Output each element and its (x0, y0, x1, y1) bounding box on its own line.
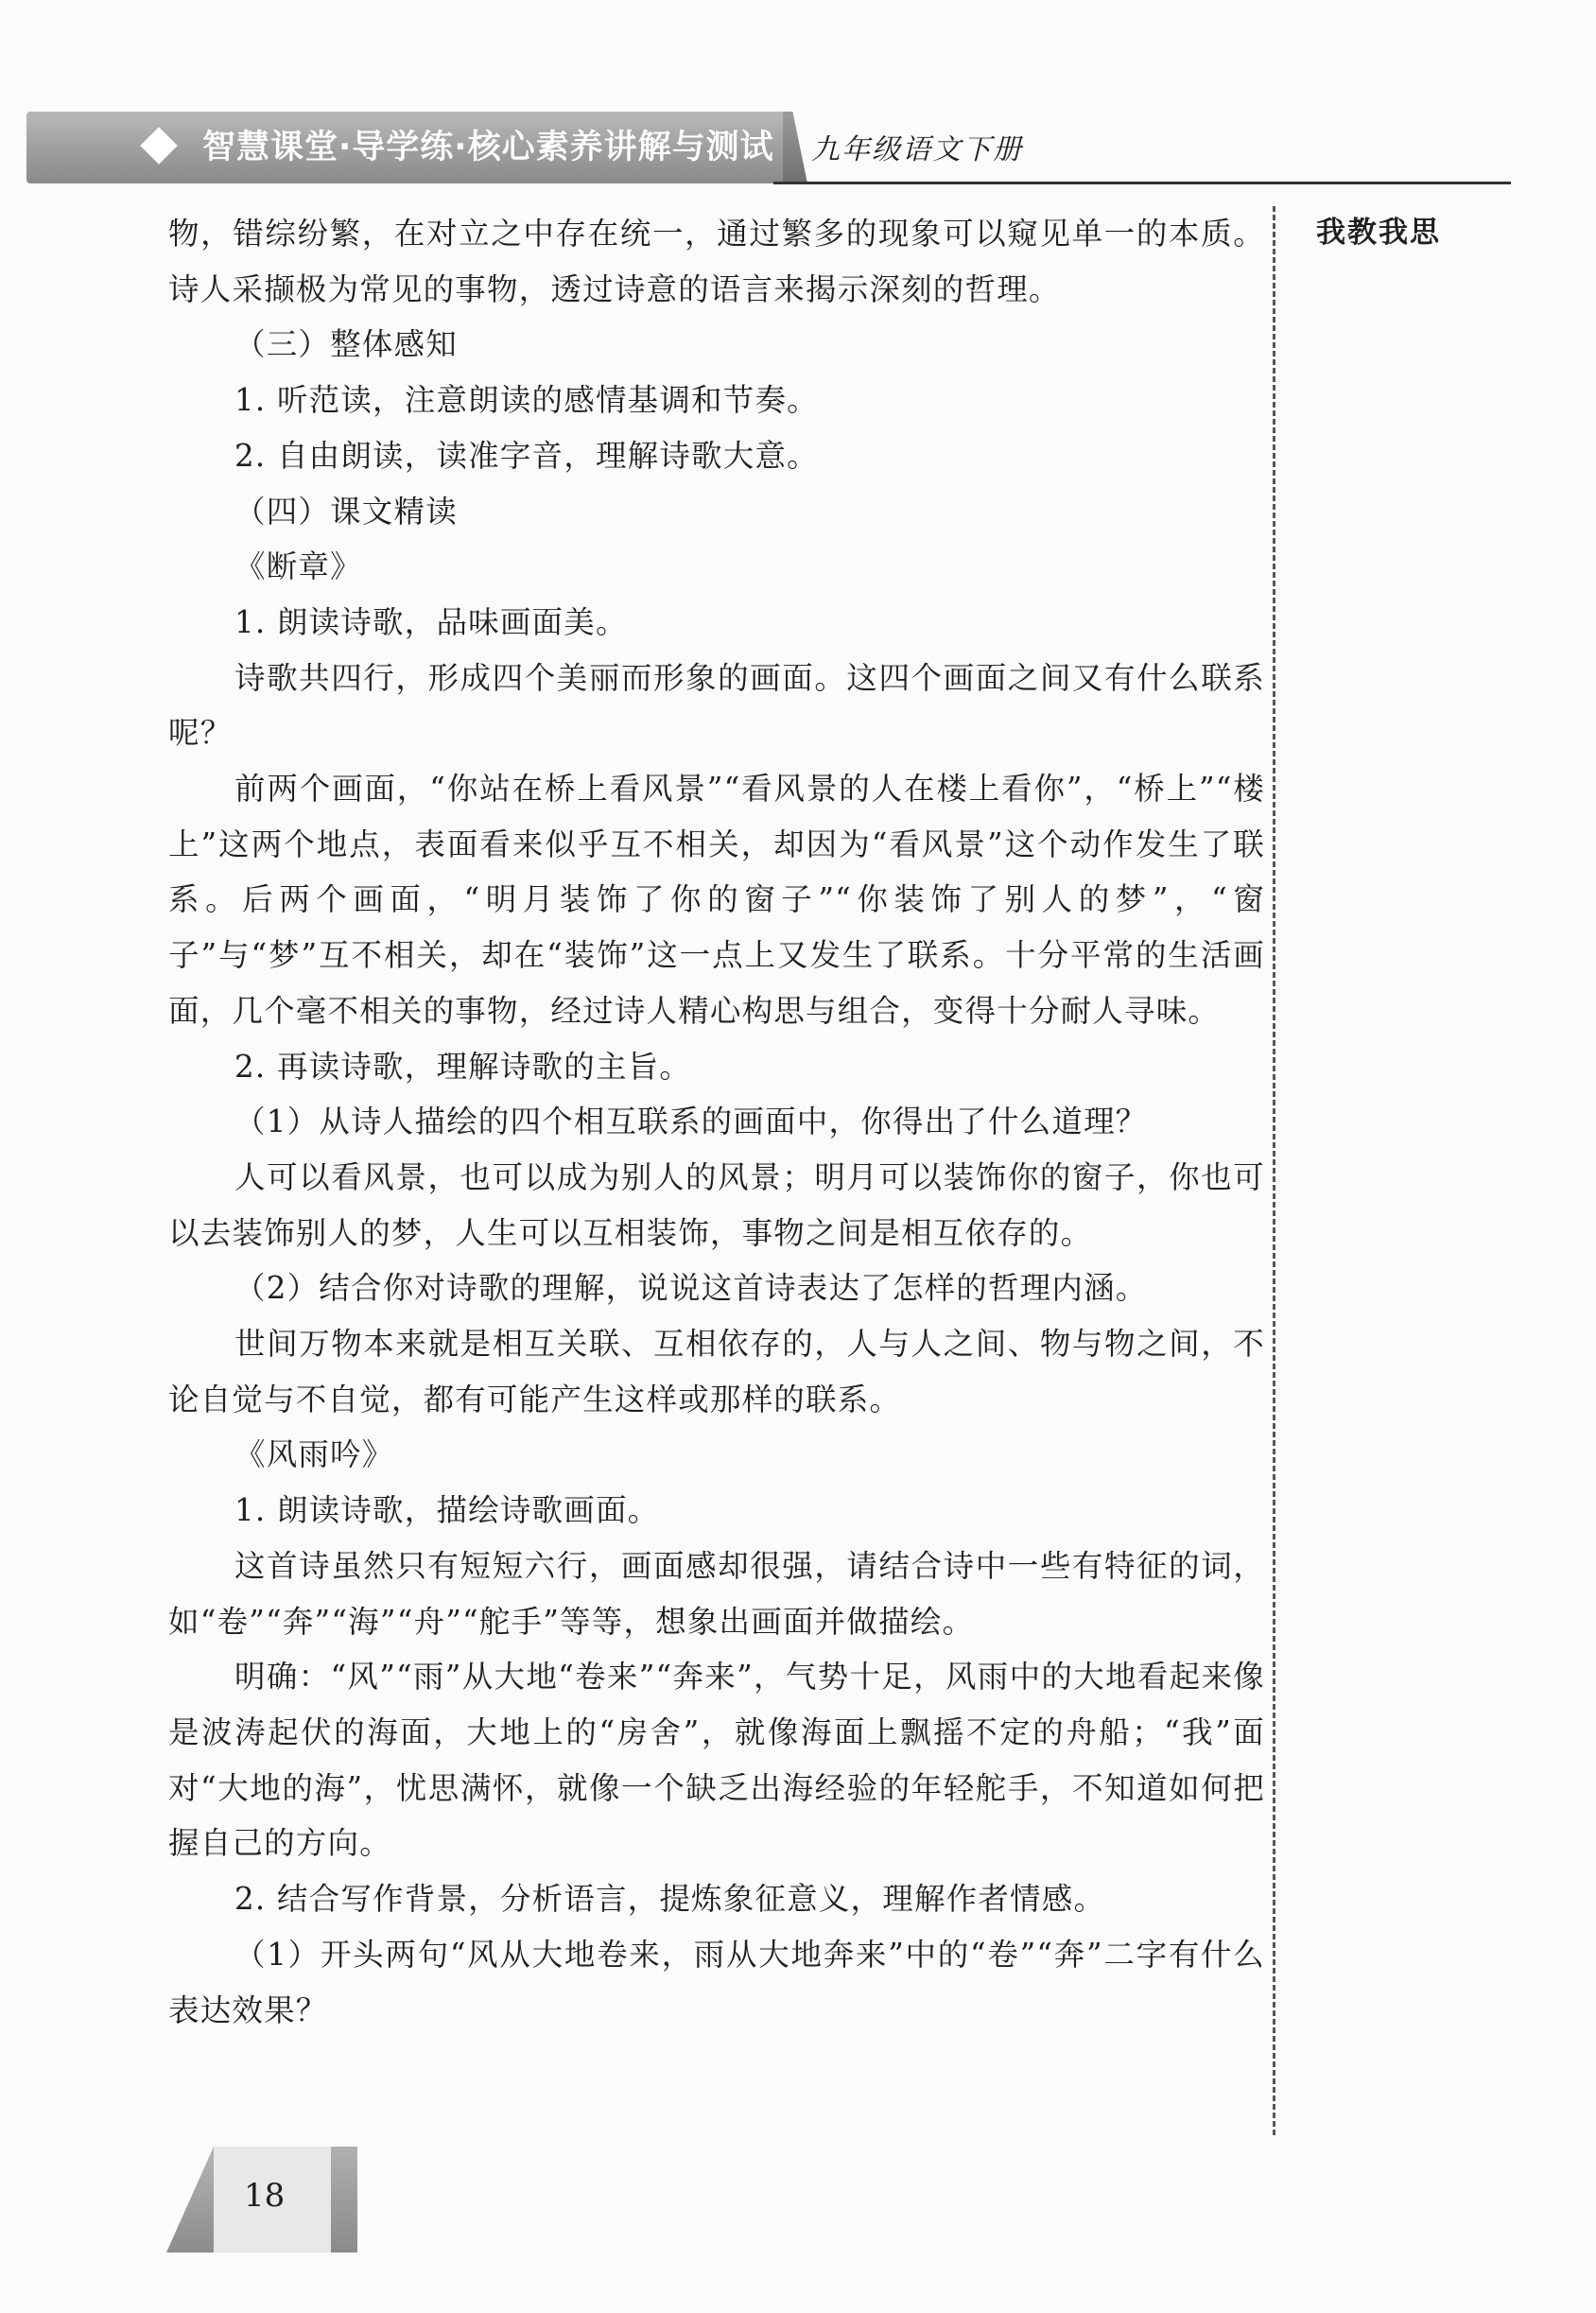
footer-triangle (166, 2147, 214, 2252)
question: （1）开头两句“风从大地卷来，雨从大地奔来”中的“卷”“奔”二字有什么表达效果？ (168, 1936, 1265, 2028)
header-rule (773, 182, 1511, 184)
paragraph: 世间万物本来就是相互关联、互相依存的，人与人之间、物与物之间，不论自觉与不自觉，都有可能产生这样或那样的联系。 (168, 1326, 1265, 1417)
paragraph: 这首诗虽然只有短短六行，画面感却很强，请结合诗中一些有特征的词，如“卷”“奔”“海”“舟”“舵手”等等，想象出画面并做描绘。 (168, 1547, 1265, 1640)
paragraph: 前两个画面，“你站在桥上看风景”“看风景的人在楼上看你”，“桥上”“楼上”这两个地点，表面看来似乎互不相关，却因为“看风景”这个动作发生了联系。后两个画面，“明月装饰了你的窗子”“你装饰了别人的梦”，“窗子”与“梦”互不相关，却在“装饰”这一点上又发生了联系。十分平常的生活画面，几个毫不相关的事物，经过诗人精心构思与组合，变得十分耐人寻味。 (168, 771, 1265, 1029)
list-item: 2. 再读诗歌，理解诗歌的主旨。 (234, 1048, 692, 1085)
list-item: 1. 朗读诗歌，描绘诗歌画面。 (234, 1492, 660, 1529)
list-item: 2. 自由朗读，读准字音，理解诗歌大意。 (234, 437, 819, 474)
list-item: 1. 朗读诗歌，品味画面美。 (234, 603, 628, 640)
page-header (26, 112, 1511, 187)
section-heading: （三）整体感知 (234, 326, 458, 363)
question: （2）结合你对诗歌的理解，说说这首诗表达了怎样的哲理内涵。 (234, 1270, 1148, 1307)
sidebar-divider (1273, 206, 1275, 2135)
series-title: 智慧课堂·导学练·核心素养讲解与测试 (202, 129, 774, 166)
section-heading: （四）课文精读 (234, 493, 458, 530)
footer-bar (331, 2147, 357, 2252)
paragraph: 人可以看风景，也可以成为别人的风景；明月可以装饰你的窗子，你也可以去装饰别人的梦，人生可以互相装饰，事物之间是相互依存的。 (168, 1158, 1265, 1251)
paragraph: 物，错综纷繁，在对立之中存在统一，通过繁多的现象可以窥见单一的本质。诗人采撷极为常见的事物，透过诗意的语言来揭示深刻的哲理。 (168, 216, 1265, 307)
book-title: 九年级语文下册 (811, 133, 1023, 166)
poem-title: 《断章》 (234, 548, 362, 585)
header-band-edge (783, 112, 807, 183)
paragraph: 明确：“风”“雨”从大地“卷来”“奔来”，气势十足，风雨中的大地看起来像是波涛起伏的海面，大地上的“房舍”，就像海面上飘摇不定的舟船；“我”面对“大地的海”，忧思满怀，就像一个缺乏出海经验的年轻舵手，不知道如何把握自己的方向。 (168, 1659, 1265, 1862)
poem-title: 《风雨吟》 (234, 1436, 394, 1473)
sidebar-title: 我教我思 (1316, 216, 1441, 250)
list-item: 2. 结合写作背景，分析语言，提炼象征意义，理解作者情感。 (234, 1881, 1106, 1918)
list-item: 1. 听范读，注意朗读的感情基调和节奏。 (234, 382, 819, 419)
main-text (168, 206, 1265, 2038)
page-number: 18 (244, 2177, 286, 2215)
question: （1）从诗人描绘的四个相互联系的画面中，你得出了什么道理？ (234, 1104, 1148, 1140)
paragraph: 诗歌共四行，形成四个美丽而形象的画面。这四个画面之间又有什么联系呢？ (168, 659, 1265, 752)
page-footer (166, 2139, 356, 2252)
